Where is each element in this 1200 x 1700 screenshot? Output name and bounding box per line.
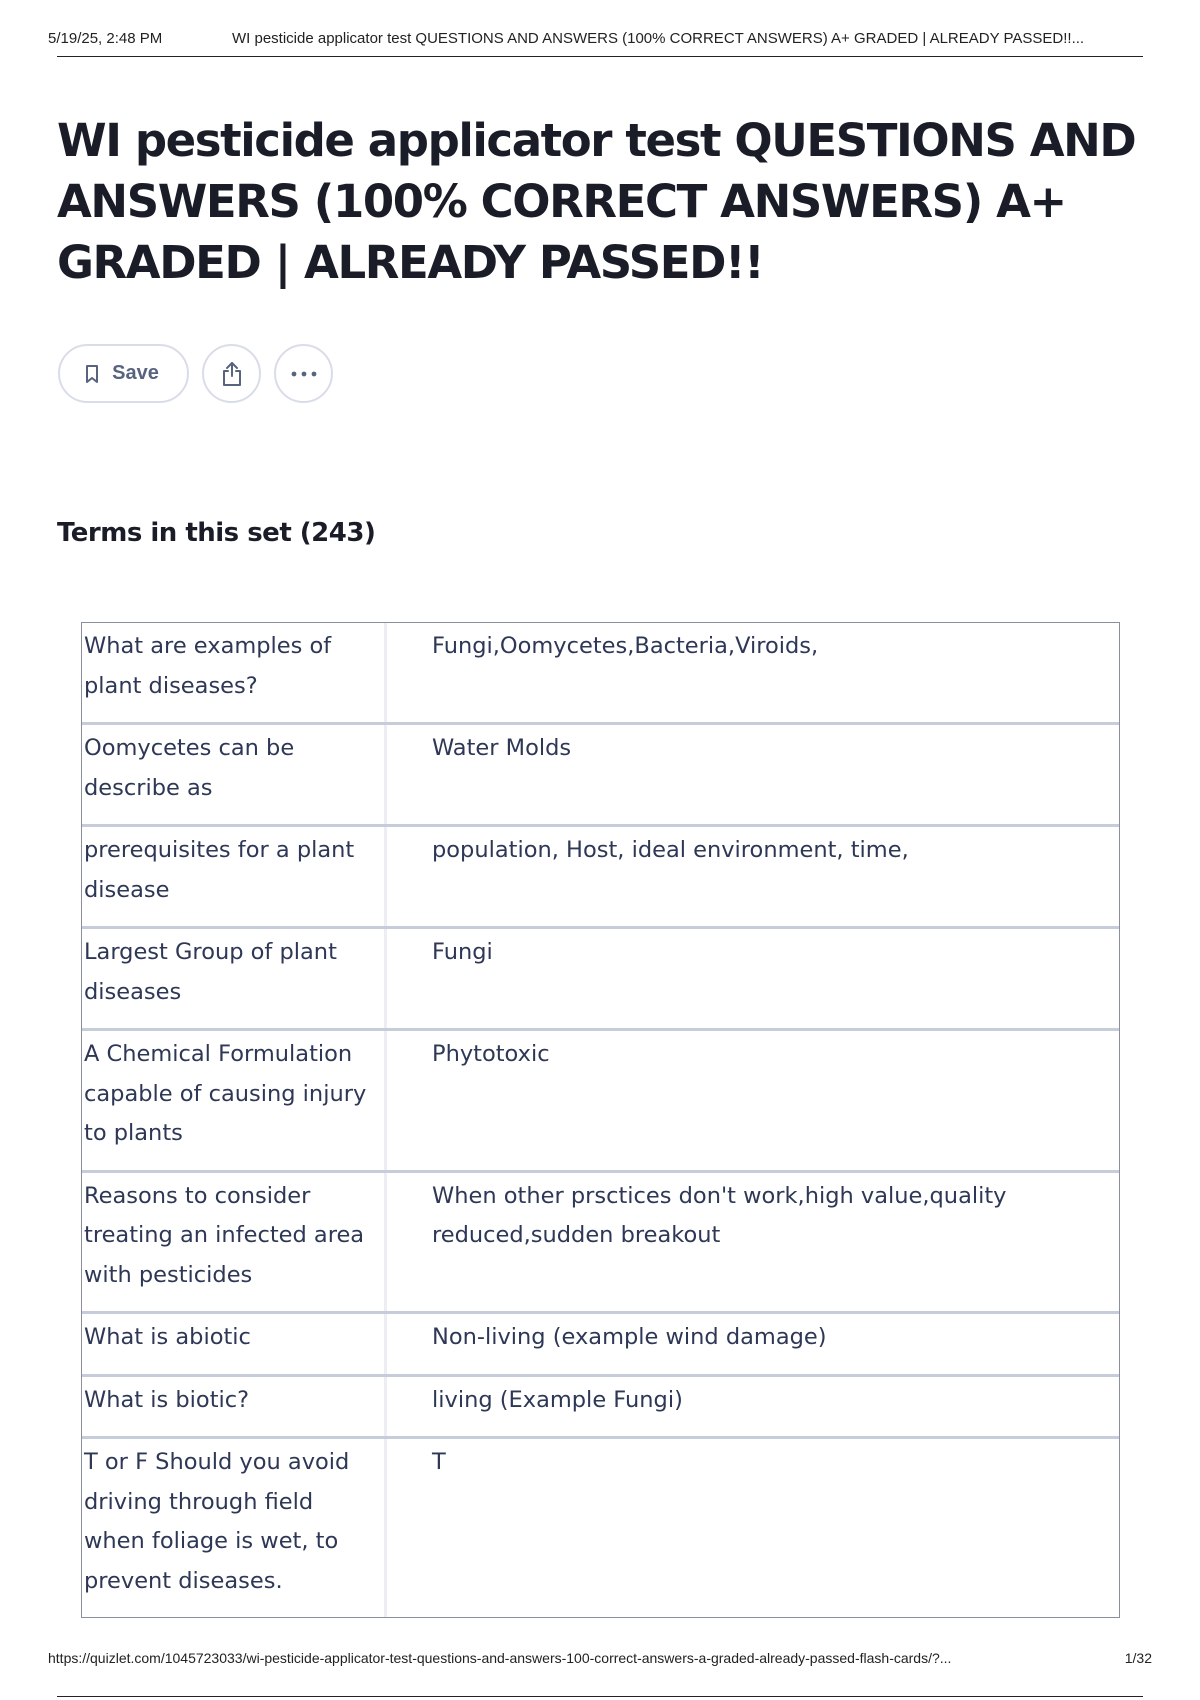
definition-cell: Phytotoxic	[432, 1041, 550, 1067]
terms-table	[81, 622, 1120, 1618]
definition-cell: Water Molds	[432, 735, 572, 761]
set-actions	[58, 344, 333, 403]
terms-heading: Terms in this set (243)	[57, 518, 376, 548]
print-url: https://quizlet.com/1045723033/wi-pesticide-applicator-test-questions-and-answers-100-correct-answers-a-graded-already-passed-flash-cards/?...	[48, 1650, 952, 1666]
bookmark-icon	[84, 364, 100, 384]
more-horizontal-icon	[291, 371, 317, 377]
table-row	[82, 929, 1119, 1031]
table-row	[82, 827, 1119, 929]
table-row	[82, 1031, 1119, 1173]
table-row	[82, 725, 1119, 827]
page-title: WI pesticide applicator test QUESTIONS AND ANSWERS (100% CORRECT ANSWERS) A+ GRADED | ALREADY PASSED!!	[57, 114, 1136, 289]
table-row	[82, 1439, 1119, 1617]
share-button[interactable]	[202, 344, 261, 403]
term-cell: Largest Group of plant diseases	[82, 929, 387, 1028]
table-row	[82, 1173, 1119, 1315]
save-button-label: Save	[112, 362, 159, 384]
print-footer	[48, 1650, 1152, 1666]
more-options-button[interactable]	[274, 344, 333, 403]
definition-cell: T	[432, 1449, 446, 1475]
header-divider	[57, 56, 1143, 57]
footer-divider	[57, 1696, 1143, 1697]
definition-cell: Non-living (example wind damage)	[432, 1324, 827, 1350]
save-button[interactable]	[58, 344, 189, 403]
page-indicator: 1/32	[1124, 1650, 1152, 1666]
print-doc-title: WI pesticide applicator test QUESTIONS AND ANSWERS (100% CORRECT ANSWERS) A+ GRADED | ALREADY PASSED!!...	[232, 30, 1085, 47]
term-cell: prerequisites for a plant disease	[82, 827, 387, 926]
table-row	[82, 623, 1119, 725]
term-cell: T or F Should you avoid driving through field when foliage is wet, to prevent diseases.	[82, 1439, 387, 1617]
print-datetime: 5/19/25, 2:48 PM	[48, 30, 163, 47]
definition-cell: living (Example Fungi)	[432, 1386, 683, 1413]
definition-cell: population, Host, ideal environment, time,	[432, 837, 909, 863]
term-cell: A Chemical Formulation capable of causing injury to plants	[82, 1031, 387, 1170]
print-header	[48, 30, 1152, 47]
definition-cell: When other prsctices don't work,high value,quality reduced,sudden breakout	[432, 1182, 1007, 1248]
term-cell: What is abiotic	[82, 1314, 387, 1374]
definition-cell: Fungi,Oomycetes,Bacteria,Viroids,	[432, 633, 819, 659]
share-icon	[220, 361, 244, 387]
term-cell: What is biotic?	[82, 1377, 387, 1437]
table-row	[82, 1314, 1119, 1377]
term-cell: Reasons to consider treating an infected area with pesticides	[82, 1173, 387, 1312]
term-cell: Oomycetes can be describe as	[82, 725, 387, 824]
term-cell: What are examples of plant diseases?	[82, 623, 387, 722]
table-row	[82, 1377, 1119, 1440]
definition-cell: Fungi	[432, 939, 493, 965]
